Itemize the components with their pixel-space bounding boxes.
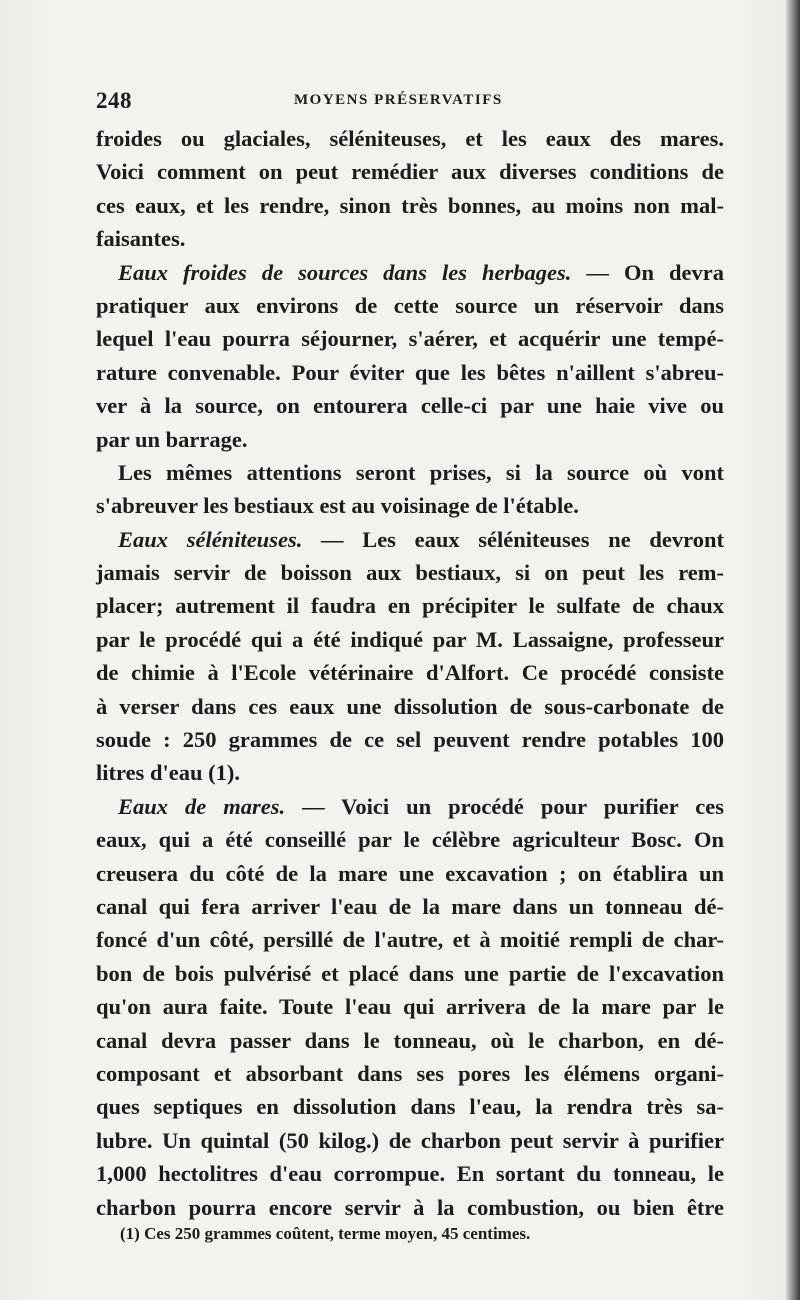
page-edge-shadow xyxy=(786,0,800,1300)
text-line xyxy=(96,790,724,823)
line-text: soude : 250 grammes de ce sel peuvent rendre potables 100 xyxy=(96,727,724,753)
line-text: — Voici un procédé pour purifier ces xyxy=(285,793,724,819)
line-text: bon de bois pulvérisé et placé dans une partie de l'excavation xyxy=(96,960,724,986)
line-text: ver à la source, on entourera celle-ci par une haie vive ou xyxy=(96,393,724,419)
text-line xyxy=(96,1024,724,1057)
line-text: composant et absorbant dans ses pores les élémens organi- xyxy=(96,1060,724,1086)
footnote: (1) Ces 250 grammes coûtent, terme moyen, 45 centimes. xyxy=(120,1224,531,1243)
line-text: par le procédé qui a été indiqué par M. Lassaigne, professeur xyxy=(96,626,724,652)
line-text: à verser dans ces eaux une dissolution de sous-carbonate de xyxy=(96,693,724,719)
section-heading: Eaux séléniteuses. xyxy=(118,526,303,552)
text-line xyxy=(96,990,724,1023)
body-text xyxy=(96,122,724,1224)
text-line xyxy=(96,857,724,890)
line-text: — Les eaux séléniteuses ne devront xyxy=(302,526,724,552)
line-text: ces eaux, et les rendre, sinon très bonnes, au moins non mal- xyxy=(96,192,724,218)
page-number: 248 xyxy=(96,88,132,113)
text-line xyxy=(96,556,724,589)
line-text: s'abreuver les bestiaux est au voisinage de l'étable. xyxy=(96,493,579,519)
line-text: canal qui fera arriver l'eau de la mare dans un tonneau dé- xyxy=(96,893,724,919)
text-line xyxy=(96,823,724,856)
line-text: ques septiques en dissolution dans l'eau, la rendra très sa- xyxy=(96,1094,724,1120)
line-text: canal devra passer dans le tonneau, où le charbon, en dé- xyxy=(96,1027,724,1053)
text-line xyxy=(96,623,724,656)
text-line xyxy=(96,690,724,723)
text-line xyxy=(96,256,724,289)
section-heading: Eaux de mares. xyxy=(118,793,286,819)
line-text: jamais servir de boisson aux bestiaux, si on peut les rem- xyxy=(96,560,724,586)
section-heading: Eaux froides de sources dans les herbages. xyxy=(118,259,572,285)
text-line xyxy=(96,756,724,789)
text-line xyxy=(96,456,724,489)
running-title: MOYENS PRÉSERVATIFS xyxy=(294,92,503,108)
line-text: lequel l'eau pourra séjourner, s'aérer, et acquérir une tempé- xyxy=(96,326,724,352)
text-line xyxy=(96,890,724,923)
line-text: Les mêmes attentions seront prises, si la source où vont xyxy=(118,459,724,485)
line-text: lubre. Un quintal (50 kilog.) de charbon peut servir à purifier xyxy=(96,1127,724,1153)
text-line xyxy=(96,189,724,222)
line-text: 1,000 hectolitres d'eau corrompue. En sortant du tonneau, le xyxy=(96,1161,724,1187)
line-text: de chimie à l'Ecole vétérinaire d'Alfort. Ce procédé consiste xyxy=(96,660,724,686)
text-line xyxy=(96,489,724,522)
line-text: froides ou glaciales, séléniteuses, et les eaux des mares. xyxy=(96,126,724,151)
text-line xyxy=(96,957,724,990)
text-line xyxy=(96,1124,724,1157)
text-line xyxy=(96,523,724,556)
line-text: pratiquer aux environs de cette source un réservoir dans xyxy=(96,292,724,318)
text-line xyxy=(96,1157,724,1190)
line-text: charbon pourra encore servir à la combustion, ou bien être xyxy=(96,1194,724,1220)
text-line xyxy=(96,122,724,155)
text-line xyxy=(96,723,724,756)
text-line xyxy=(96,1057,724,1090)
line-text: qu'on aura faite. Toute l'eau qui arrivera de la mare par le xyxy=(96,994,724,1020)
text-line xyxy=(96,423,724,456)
text-line xyxy=(96,1090,724,1123)
line-text: litres d'eau (1). xyxy=(96,760,240,786)
line-text: faisantes. xyxy=(96,226,186,252)
text-line xyxy=(96,589,724,622)
text-line xyxy=(96,656,724,689)
line-text: eaux, qui a été conseillé par le célèbre agriculteur Bosc. On xyxy=(96,827,724,853)
text-line xyxy=(96,222,724,255)
line-text: Voici comment on peut remédier aux diverses conditions de xyxy=(96,159,724,185)
line-text: — On devra xyxy=(571,259,724,285)
line-text: foncé d'un côté, persillé de l'autre, et à moitié rempli de char- xyxy=(96,927,724,953)
line-text: par un barrage. xyxy=(96,426,248,452)
text-line xyxy=(96,289,724,322)
line-text: creusera du côté de la mare une excavation ; on établira un xyxy=(96,860,724,886)
text-line xyxy=(96,389,724,422)
text-line xyxy=(96,356,724,389)
text-line xyxy=(96,1191,724,1224)
line-text: rature convenable. Pour éviter que les bêtes n'aillent s'abreu- xyxy=(96,359,724,385)
line-text: placer; autrement il faudra en précipiter le sulfate de chaux xyxy=(96,593,724,619)
text-line xyxy=(96,155,724,188)
text-line xyxy=(96,322,724,355)
running-header xyxy=(96,88,726,118)
text-line xyxy=(96,923,724,956)
